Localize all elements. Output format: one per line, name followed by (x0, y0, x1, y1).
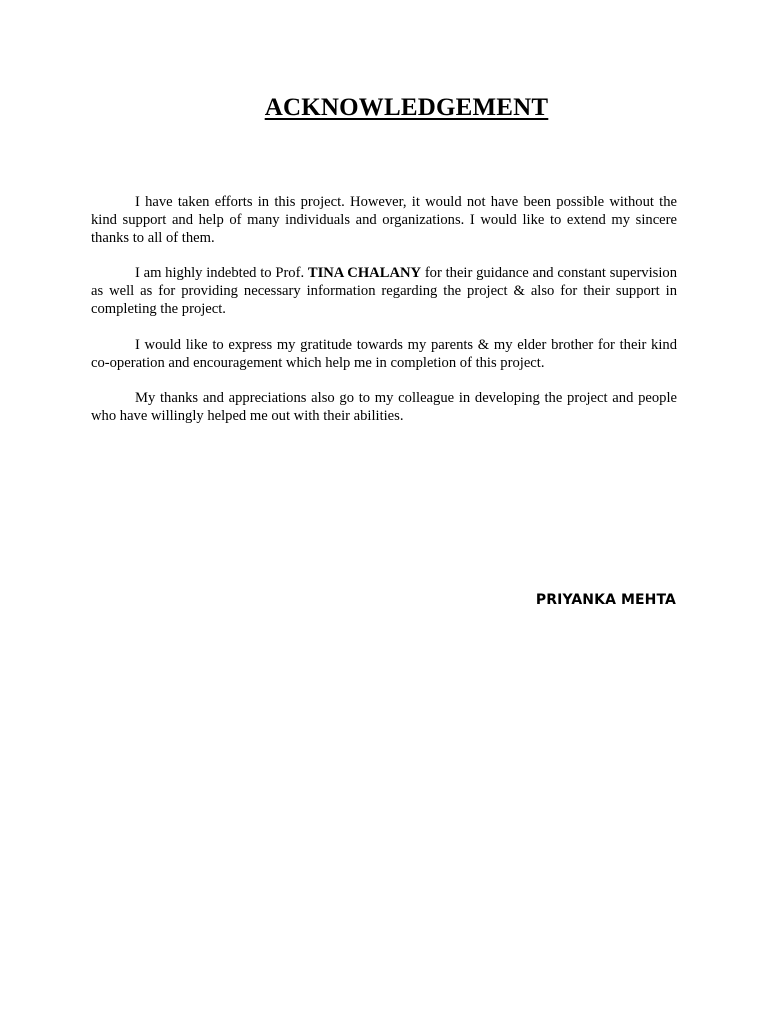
acknowledgement-body (91, 194, 677, 444)
paragraph-2-intro: I am highly indebted to Prof. (135, 265, 308, 282)
paragraph-3: I would like to express my gratitude towards my parents & my elder brother for their kind co-operation and encouragement which help me in completion of this project. (91, 336, 677, 371)
signature-name: PRIYANKA MEHTA (535, 592, 676, 608)
paragraph-2-rest: for their guidance and constant supervision as well as for providing necessary information regarding the project & also for their support in completing the project. (91, 265, 677, 317)
paragraph-1: I have taken efforts in this project. However, it would not have been possible without the kind support and help of many individuals and organizations. I would like to extend my sincere thanks to all of them. (91, 194, 677, 246)
professor-name: TINA CHALANY (307, 265, 422, 282)
paragraph-4: My thanks and appreciations also go to my colleague in developing the project and people who have willingly helped me out with their abilities. (91, 390, 677, 425)
page-title: ACKNOWLEDGEMENT (264, 94, 549, 121)
paragraph-2 (91, 265, 677, 318)
